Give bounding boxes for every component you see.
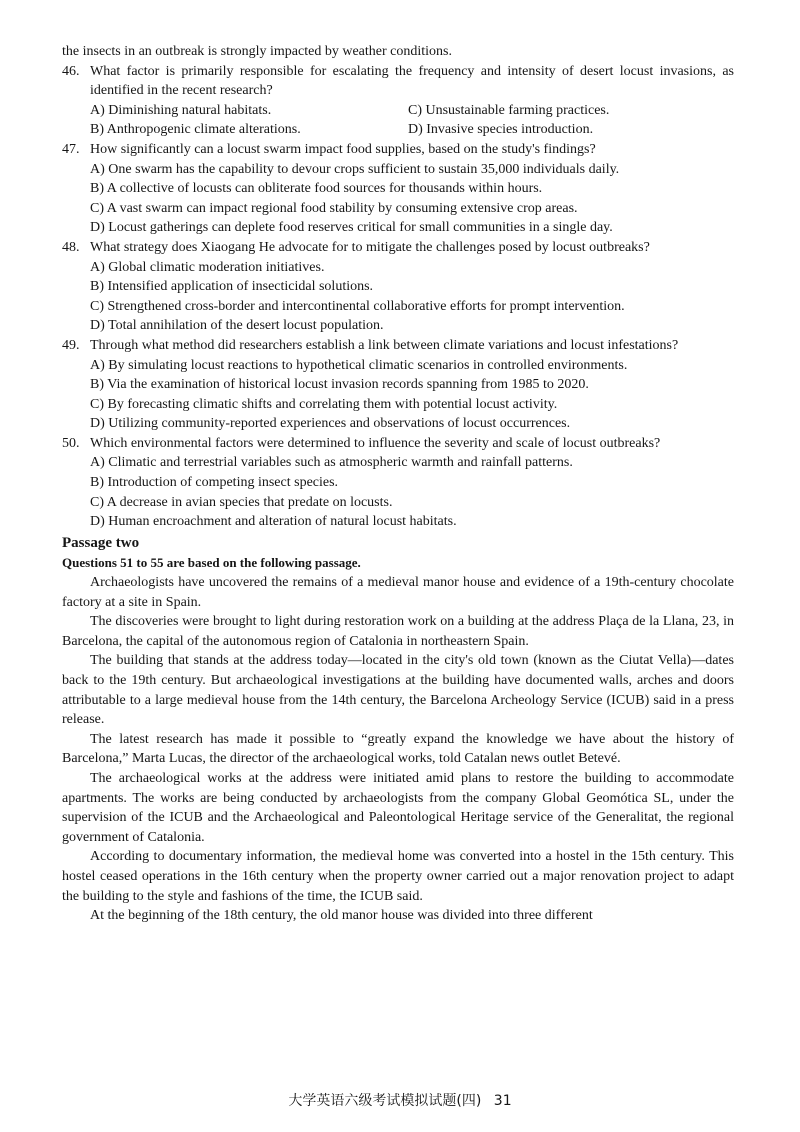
passage-paragraph-6: According to documentary information, the medieval home was converted into a hostel in the 15th century. This hostel ceased operations in the 16th century when the property owner carried out a major renovation project to adapt the building to the style and fashions of the time, the ICUB said. xyxy=(62,849,734,904)
option-c: C) A vast swarm can impact regional food stability by consuming extensive crop areas. xyxy=(90,200,578,216)
option-a: A) Diminishing natural habitats. xyxy=(90,102,272,118)
option-c: C) Strengthened cross-border and intercontinental collaborative efforts for prompt intervention. xyxy=(90,298,625,314)
continued-text-line: the insects in an outbreak is strongly impacted by weather conditions. xyxy=(62,44,452,59)
passage-paragraph-5: The archaeological works at the address were initiated amid plans to restore the building to accommodate apartments. The works are being conducted by archaeologists from the company Global Geomótica SL, under the supervision of the ICUB and the Archaeological and Paleontological Heritage service of the Generalitat, the regional government of Catalonia. xyxy=(62,770,734,845)
option-d: D) Human encroachment and alteration of natural locust habitats. xyxy=(90,514,457,530)
question-46-options-row-2 xyxy=(62,120,734,140)
question-number: 50. xyxy=(62,435,80,451)
option-b: B) Intensified application of insecticidal solutions. xyxy=(90,279,374,295)
option-c: C) By forecasting climatic shifts and correlating them with potential locust activity. xyxy=(90,396,558,412)
option-a: A) Climatic and terrestrial variables such as atmospheric warmth and rainfall patterns. xyxy=(90,455,573,471)
question-text: What strategy does Xiaogang He advocate for to mitigate the challenges posed by locust outbreaks? xyxy=(90,239,650,255)
passage-paragraph-3: The building that stands at the address today—located in the city's old town (known as the Ciutat Vella)—dates back to the 19th century. But archaeological investigations at the building have documented walls, arches and doors attributable to a large medieval house from the 14th century, the Barcelona Archeology Service (ICUB) said in a press release. xyxy=(62,653,734,728)
option-d: D) Total annihilation of the desert locust population. xyxy=(90,318,384,334)
passage-instruction: Questions 51 to 55 are based on the following passage. xyxy=(62,555,361,571)
page-content xyxy=(62,42,734,926)
question-number: 46. xyxy=(62,63,80,79)
question-text: What factor is primarily responsible for escalating the frequency and intensity of desert locust invasions, as identified in the recent research? xyxy=(90,63,734,99)
option-d: D) Utilizing community-reported experiences and observations of locust occurrences. xyxy=(90,416,571,432)
option-d: D) Locust gatherings can deplete food reserves critical for small communities in a single day. xyxy=(90,220,613,236)
question-number: 49. xyxy=(62,337,80,353)
question-46 xyxy=(62,62,734,101)
question-text: Through what method did researchers establish a link between climate variations and locust infestations? xyxy=(90,337,679,353)
option-b: B) Introduction of competing insect species. xyxy=(90,475,339,491)
question-text: How significantly can a locust swarm impact food supplies, based on the study's findings? xyxy=(90,141,596,157)
option-b: B) A collective of locusts can obliterate food sources for thousands within hours. xyxy=(90,181,543,197)
question-48 xyxy=(62,238,734,258)
question-number: 48. xyxy=(62,239,80,255)
question-47 xyxy=(62,140,734,160)
passage-title: Passage two xyxy=(62,534,140,551)
page-footer xyxy=(0,1090,800,1110)
question-text: Which environmental factors were determined to influence the severity and scale of locust outbreaks? xyxy=(90,435,661,451)
option-a: A) One swarm has the capability to devour crops sufficient to sustain 35,000 individuals daily. xyxy=(90,161,620,177)
question-number: 47. xyxy=(62,141,80,157)
option-b: B) Anthropogenic climate alterations. xyxy=(90,122,301,138)
option-c: C) Unsustainable farming practices. xyxy=(408,102,610,118)
footer-title: 大学英语六级考试模拟试题(四) xyxy=(288,1093,482,1109)
option-a: A) Global climatic moderation initiatives. xyxy=(90,259,325,275)
option-a: A) By simulating locust reactions to hypothetical climatic scenarios in controlled environments. xyxy=(90,357,628,373)
passage-paragraph-1: Archaeologists have uncovered the remains of a medieval manor house and evidence of a 19th-century chocolate factory at a site in Spain. xyxy=(62,575,734,610)
option-b: B) Via the examination of historical locust invasion records spanning from 1985 to 2020. xyxy=(90,377,589,393)
question-50 xyxy=(62,434,734,454)
option-c: C) A decrease in avian species that predate on locusts. xyxy=(90,494,393,510)
passage-paragraph-2: The discoveries were brought to light during restoration work on a building at the address Plaça de la Llana, 23, in Barcelona, the capital of the autonomous region of Catalonia in northeastern Spain. xyxy=(62,614,734,649)
option-d: D) Invasive species introduction. xyxy=(408,122,594,138)
page-number: 31 xyxy=(493,1093,512,1109)
passage-paragraph-7: At the beginning of the 18th century, the old manor house was divided into three different xyxy=(90,908,593,924)
passage-paragraph-4: The latest research has made it possible to “greatly expand the knowledge we have about the history of Barcelona,” Marta Lucas, the director of the archaeological works, told Catalan news outlet Betevé. xyxy=(62,731,734,767)
question-49 xyxy=(62,336,734,356)
question-46-options-row-1 xyxy=(62,101,734,121)
